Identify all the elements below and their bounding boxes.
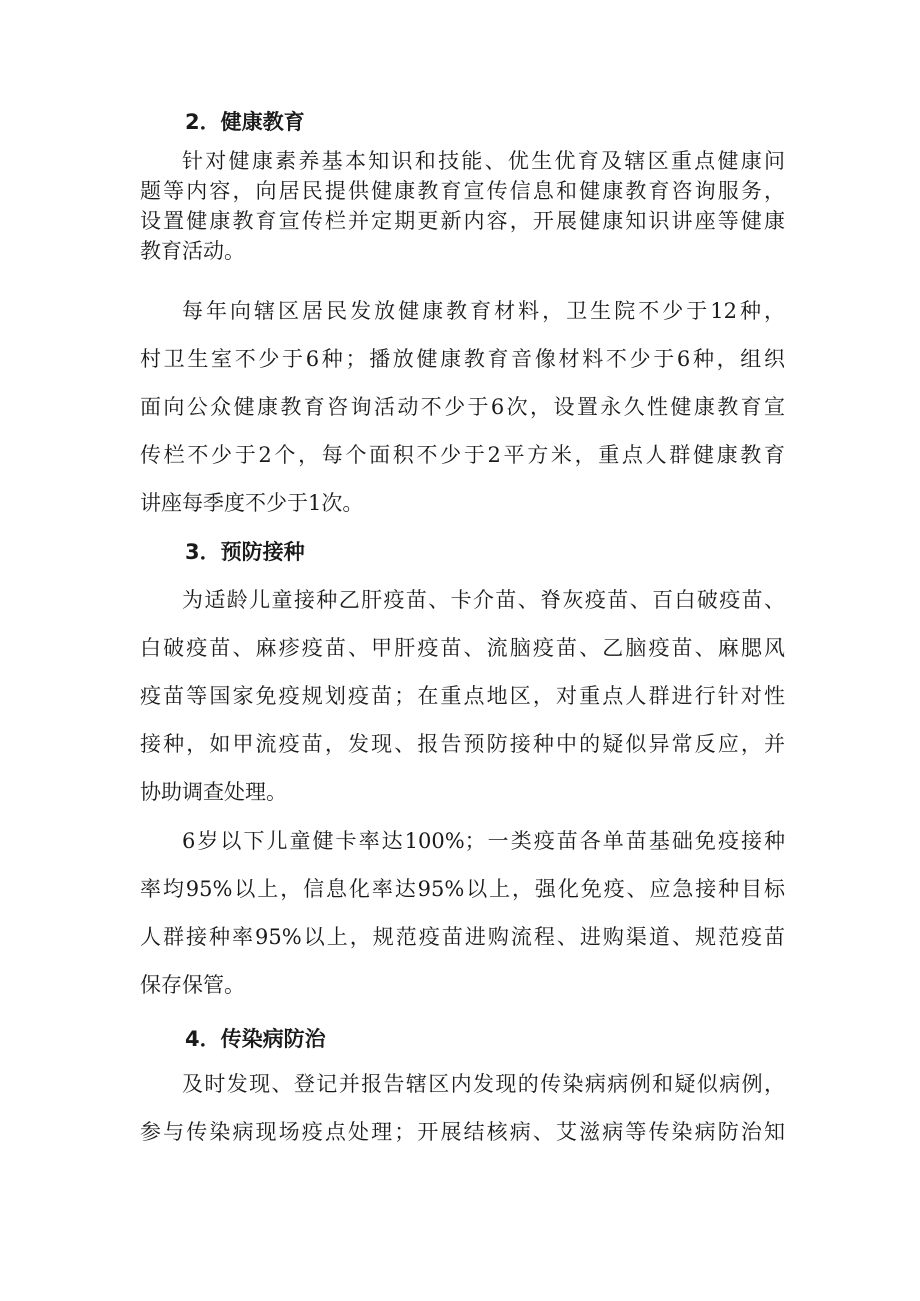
text-line: 村卫生室不少于6种；播放健康教育音像材料不少于6种，组织 [140, 347, 785, 371]
text-line: 讲座每季度不少于1次。 [140, 491, 364, 515]
text-line: 题等内容，向居民提供健康教育宣传信息和健康教育咨询服务， [140, 179, 785, 203]
paragraph-vaccination-targets [140, 817, 785, 1009]
section-heading-infectious-disease: 4．传染病防治 [185, 1027, 326, 1051]
text-line: 每年向辖区居民发放健康教育材料，卫生院不少于12种， [182, 299, 785, 323]
text-line: 人群接种率95%以上，规范疫苗进购流程、进购渠道、规范疫苗 [140, 925, 785, 949]
text-line: 针对健康素养基本知识和技能、优生优育及辖区重点健康问 [182, 149, 785, 173]
text-line: 设置健康教育宣传栏并定期更新内容，开展健康知识讲座等健康 [140, 209, 785, 233]
text-line: 教育活动。 [140, 239, 245, 263]
paragraph-health-education-intro [140, 146, 785, 266]
text-line: 白破疫苗、麻疹疫苗、甲肝疫苗、流脑疫苗、乙脑疫苗、麻腮风 [140, 636, 785, 660]
text-line: 传栏不少于2个，每个面积不少于2平方米，重点人群健康教育 [140, 443, 785, 467]
paragraph-health-education-materials [140, 287, 785, 527]
text-line: 为适龄儿童接种乙肝疫苗、卡介苗、脊灰疫苗、百白破疫苗、 [182, 588, 785, 612]
text-line: 协助调查处理。 [140, 780, 287, 804]
text-line: 及时发现、登记并报告辖区内发现的传染病病例和疑似病例， [182, 1072, 785, 1096]
text-line: 面向公众健康教育咨询活动不少于6次，设置永久性健康教育宣 [140, 395, 785, 419]
section-heading-health-education: 2．健康教育 [185, 110, 305, 134]
text-line: 6岁以下儿童健卡率达100%；一类疫苗各单苗基础免疫接种 [182, 829, 785, 853]
paragraph-vaccination-scope [140, 576, 785, 816]
section-heading-vaccination: 3．预防接种 [185, 540, 305, 564]
text-line: 疫苗等国家免疫规划疫苗；在重点地区，对重点人群进行针对性 [140, 684, 785, 708]
text-line: 接种，如甲流疫苗，发现、报告预防接种中的疑似异常反应，并 [140, 732, 785, 756]
paragraph-infectious-disease [140, 1060, 785, 1156]
text-line: 参与传染病现场疫点处理；开展结核病、艾滋病等传染病防治知 [140, 1120, 785, 1144]
text-line: 保存保管。 [140, 973, 245, 997]
text-line: 率均95%以上，信息化率达95%以上，强化免疫、应急接种目标 [140, 877, 785, 901]
